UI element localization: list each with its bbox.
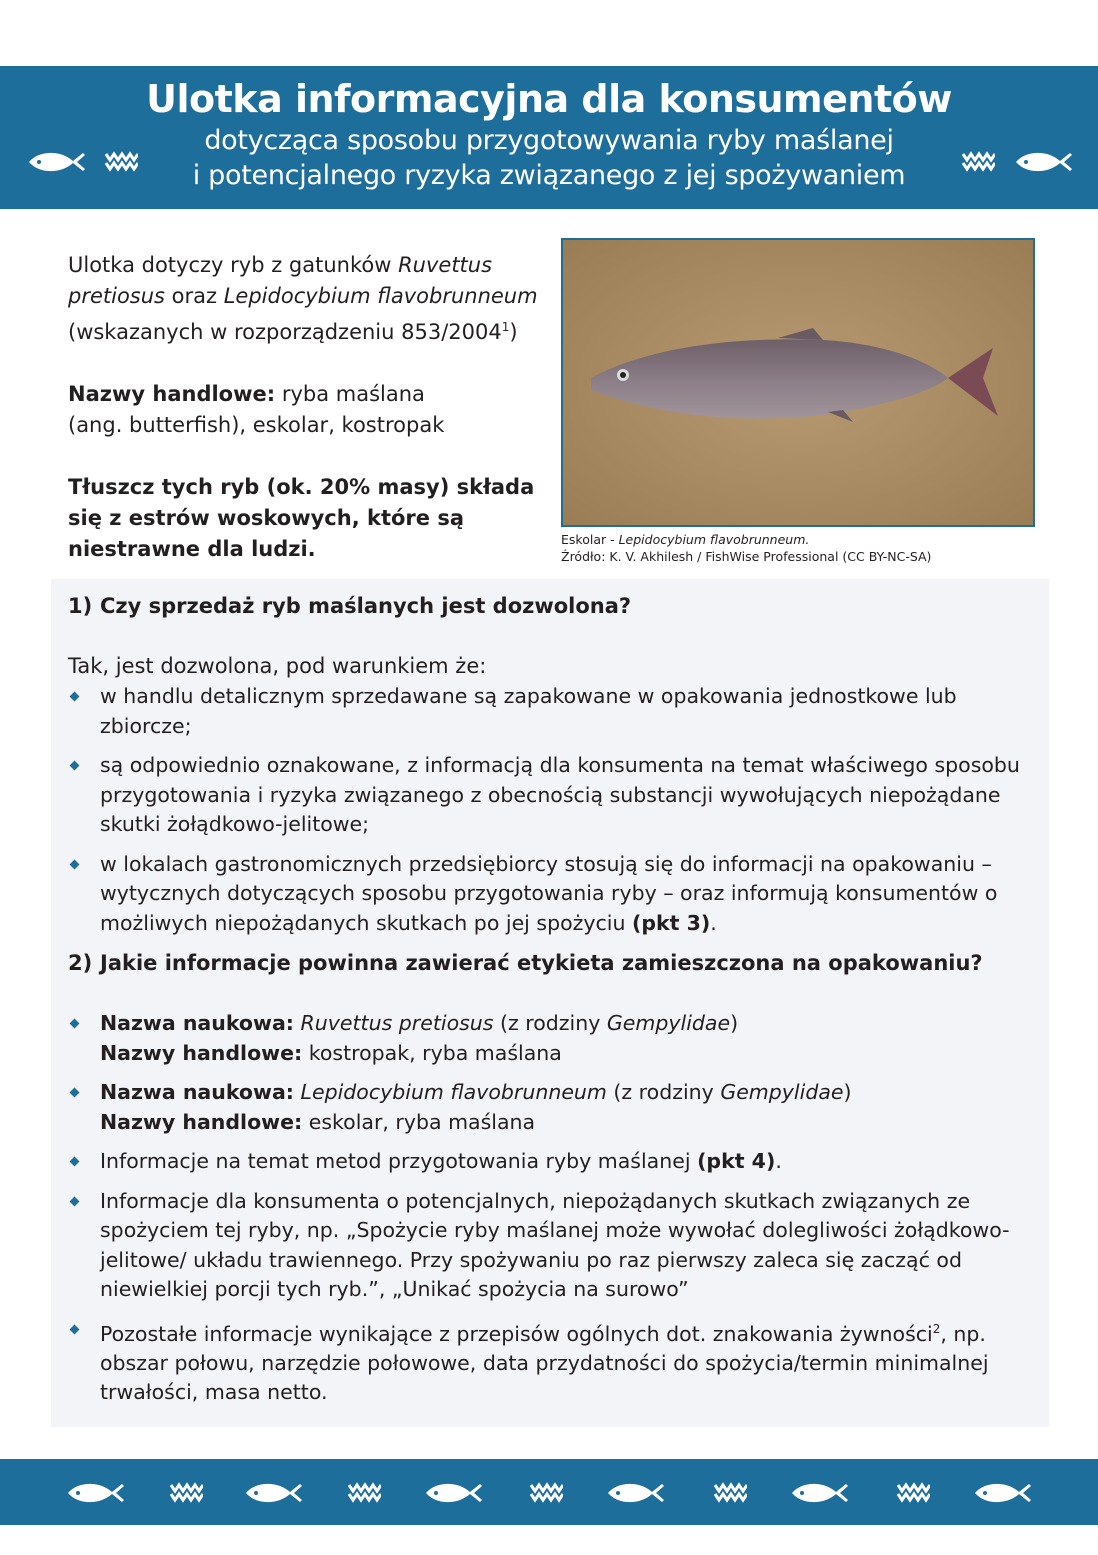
trade-names-value: kostropak, ryba maślana <box>302 1040 562 1065</box>
waves-icon <box>961 150 995 174</box>
list-item <box>68 1315 1028 1408</box>
fish-icon <box>973 1481 1033 1505</box>
trade-names-label: Nazwy handlowe: <box>68 382 276 406</box>
list-item-text: w handlu detalicznym sprzedawane są zapakowane w opakowania jednostkowe lub zbiorcze; <box>100 684 957 738</box>
waves-icon <box>104 150 138 174</box>
trade-names-label: Nazwy handlowe: <box>100 1040 303 1065</box>
fish-icon <box>424 1481 484 1505</box>
footnote-marker: 1 <box>501 320 510 334</box>
waves-icon <box>896 1481 930 1505</box>
trade-names-value: ryba maślana <box>275 382 425 406</box>
fish-photo <box>561 238 1035 527</box>
list-item <box>68 1078 1028 1137</box>
list-item-text: są odpowiednio oznakowane, z informacją dla konsumenta na temat właściwego sposobu przygotowania i ryzyka związanego z obecnością substancji wywołujących niepożądane skutki żołądkowo-jelitowe; <box>100 753 1020 836</box>
caption-text: Eskolar - <box>561 532 619 547</box>
list-item-text: Pozostałe informacje wynikające z przepisów ogólnych dot. znakowania żywności <box>100 1321 933 1346</box>
sci-name-label: Nazwa naukowa: <box>100 1080 294 1104</box>
family-pre: (z rodziny <box>493 1011 607 1035</box>
caption-species: Lepidocybium flavobrunneum. <box>618 532 810 547</box>
regulation-reference: (wskazanych w rozporządzeniu 853/2004 <box>68 320 502 344</box>
fat-note: Tłuszcz tych ryb (ok. 20% masy) składa się z estrów woskowych, które są niestrawne dla ludzi. <box>68 475 535 561</box>
bullet-icon <box>70 859 80 869</box>
species-name: Lepidocybium flavobrunneum <box>223 284 538 308</box>
fish-icon <box>66 1481 126 1505</box>
fish-icon <box>790 1481 850 1505</box>
sci-name: Lepidocybium flavobrunneum <box>300 1080 607 1104</box>
question-1 <box>68 594 631 618</box>
family-post: ) <box>730 1011 739 1035</box>
waves-icon <box>347 1481 381 1505</box>
bullet-icon <box>70 1019 80 1029</box>
species-name: Ruvettus pretiosus <box>68 253 493 308</box>
eskolar-image <box>563 240 1035 527</box>
fish-icon <box>606 1481 666 1505</box>
trade-names-label: Nazwy handlowe: <box>100 1109 303 1134</box>
question-text: Czy sprzedaż ryb maślanych jest dozwolona? <box>100 594 632 618</box>
list-item-text: Informacje dla konsumenta o potencjalnych, niepożądanych skutkach związanych ze spożyciem tej ryby, np. „Spożycie ryby maślanej może wywołać dolegliwości żołądkowo-jelitowe/ układu trawiennego. Przy spożywaniu po raz pierwszy zaleca się zacząć od niewielkiej porcji tych ryb.”, „Unikać spożycia na surowo” <box>100 1188 1010 1301</box>
point-reference: (pkt 3) <box>632 910 711 935</box>
family-post: ) <box>843 1080 852 1104</box>
family-name: Gempylidae <box>720 1080 844 1104</box>
trade-names-value-2: (ang. butterfish), eskolar, kostropak <box>68 413 445 437</box>
page-subtitle-line-1: dotycząca sposobu przygotowywania ryby maślanej <box>204 125 894 156</box>
list-item-end: . <box>710 910 717 935</box>
list-item-text: Informacje na temat metod przygotowania ryby maślanej <box>100 1149 698 1173</box>
list-item <box>68 1187 1028 1305</box>
sci-name-label: Nazwa naukowa: <box>100 1011 294 1035</box>
bullet-icon <box>70 1157 80 1167</box>
section-2-list <box>68 1009 1028 1418</box>
question-2 <box>68 951 983 975</box>
waves-icon <box>529 1481 563 1505</box>
trade-names <box>68 379 538 441</box>
bullet-icon <box>70 1196 80 1206</box>
photo-caption <box>561 531 931 565</box>
trade-names-value: eskolar, ryba maślana <box>302 1109 536 1134</box>
section-1-list <box>68 682 1028 948</box>
bullet-icon <box>70 1324 80 1334</box>
list-item <box>68 1009 1028 1068</box>
waves-icon <box>713 1481 747 1505</box>
footer-banner <box>0 1459 1098 1525</box>
list-item-text: w lokalach gastronomicznych przedsiębiorcy stosują się do informacji na opakowaniu – wytycznych dotyczących sposobu przygotowania ryby – oraz informują konsumentów o możliwych niepożądanych skutkach po jej spożyciu <box>100 851 998 935</box>
bullet-icon <box>70 761 80 771</box>
bullet-icon <box>70 692 80 702</box>
intro-text-a: Ulotka dotyczy ryb z gatunków <box>68 253 399 277</box>
intro-text <box>68 250 538 596</box>
intro-text-b: oraz <box>165 284 224 308</box>
sci-name: Ruvettus pretiosus <box>300 1011 494 1035</box>
footnote-marker: 2 <box>932 1321 941 1336</box>
question-text: Jakie informacje powinna zawierać etykieta zamieszczona na opakowaniu? <box>100 951 983 975</box>
question-number: 1) <box>68 594 93 618</box>
family-pre: (z rodziny <box>606 1080 721 1104</box>
waves-icon <box>169 1481 203 1505</box>
list-item <box>68 850 1028 939</box>
photo-source: Źródło: K. V. Akhilesh / FishWise Professional (CC BY-NC-SA) <box>561 549 932 564</box>
header-banner <box>0 66 1098 209</box>
fish-icon <box>1013 150 1075 174</box>
question-number: 2) <box>68 951 93 975</box>
bullet-icon <box>70 1088 80 1098</box>
intro-text-d: ) <box>509 320 518 344</box>
fish-icon <box>244 1481 304 1505</box>
list-item-end: . <box>775 1149 782 1173</box>
caption-line-1 <box>561 531 931 548</box>
list-item <box>68 682 1028 741</box>
answer-1: Tak, jest dozwolona, pod warunkiem że: <box>68 654 487 678</box>
list-item <box>68 1147 1028 1177</box>
fish-icon <box>26 150 88 174</box>
page-title: Ulotka informacyjna dla konsumentów <box>146 77 952 121</box>
list-item-text-2: , np. obszar połowu, narzędzie połowowe, data przydatności do spożycia/termin minimalnej trwałości, masa netto. <box>100 1321 989 1405</box>
list-item <box>68 751 1028 840</box>
point-reference: (pkt 4) <box>697 1149 776 1173</box>
page-subtitle-line-2: i potencjalnego ryzyka związanego z jej spożywaniem <box>192 160 906 191</box>
species-note <box>68 250 538 348</box>
family-name: Gempylidae <box>606 1011 731 1035</box>
